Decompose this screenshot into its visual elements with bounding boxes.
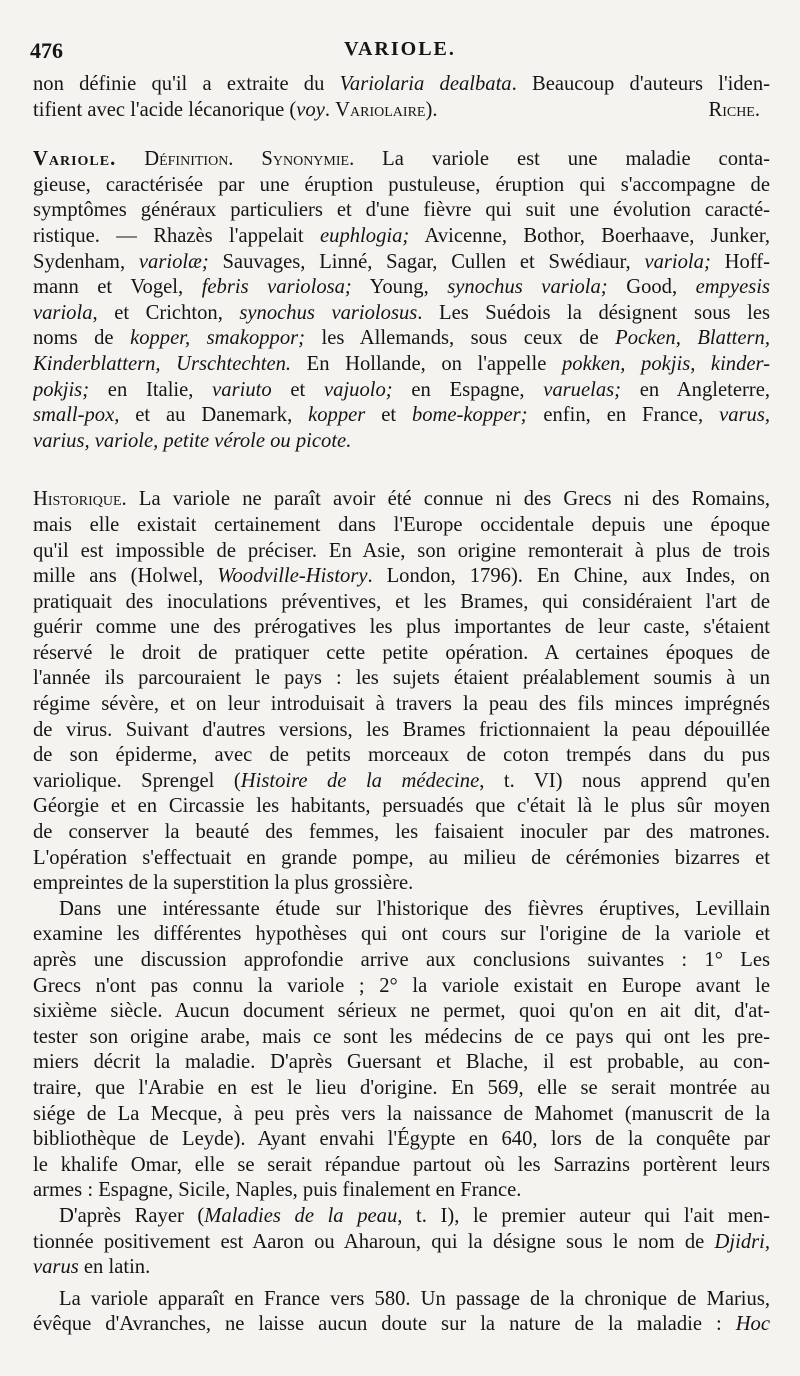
text-line: de conserver la beauté des femmes, les faisaient inoculer par des matrones.	[33, 821, 770, 844]
text-line: D'après Rayer (Maladies de la peau, t. I), le premier auteur qui l'ait men-	[59, 1204, 770, 1227]
previous-article-ending	[33, 72, 770, 123]
definition-section	[33, 147, 770, 454]
text-line: bibliothèque de Leyde). Ayant envahi l'Égypte en 640, lors de la conquête par	[33, 1128, 770, 1151]
author-signature: Riche.	[708, 98, 760, 121]
text-line: sixième siècle. Aucun document sérieux ne permet, quoi qu'on en ait dit, d'at-	[33, 1000, 770, 1023]
text-line: réservé le droit de pratiquer cette petite opération. A certaines époques de	[33, 641, 770, 664]
text-line: varus en latin.	[33, 1256, 151, 1279]
text-line: régime sévère, et on leur introduisait à travers la peau des fils minces imprégnés	[33, 693, 770, 716]
text-line: le khalife Omar, elle se serait répandue partout où les Sarrazins portèrent leurs	[33, 1153, 770, 1176]
text-line: mann et Vogel, febris variolosa; Young, synochus variola; Good, empyesis	[33, 276, 770, 299]
section-label-synonymy: Synonymie.	[261, 148, 355, 171]
text-line: variolique. Sprengel (Histoire de la médecine, t. VI) nous apprend qu'en	[33, 769, 770, 792]
text-line: ristique. — Rhazès l'appelait euphlogia; Avicenne, Bothor, Boerhaave, Junker,	[33, 224, 770, 247]
levillain-paragraph	[33, 897, 770, 1204]
text-line: tionnée positivement est Aaron ou Aharoun, qui la désigne sous le nom de Djidri,	[33, 1230, 770, 1253]
text-line: noms de kopper, smakoppor; les Allemands, sous ceux de Pocken, Blattern,	[33, 327, 770, 350]
text-line: traire, que l'Arabie en est le lieu d'origine. En 569, elle se serait montrée au	[33, 1076, 770, 1099]
text-line: qu'il est impossible de préciser. En Asie, son origine remonterait à plus de trois	[33, 539, 770, 562]
text-line: non définie qu'il a extraite du Variolaria dealbata. Beaucoup d'auteurs l'iden-	[33, 73, 770, 95]
text-line: Dans une intéressante étude sur l'historique des fièvres éruptives, Levillain	[59, 897, 770, 920]
text-line: gieuse, caractérisée par une éruption pustuleuse, éruption qui s'accompagne de	[33, 173, 770, 196]
text-line: évêque d'Avranches, ne laisse aucun doute sur la nature de la maladie : Hoc	[33, 1313, 770, 1336]
text-line: Kinderblattern, Urschtechten. En Hollande, on l'appelle pokken, pokjis, kinder-	[33, 352, 770, 375]
text-line: siége de La Mecque, à peu près vers la naissance de Mahomet (manuscrit de la	[33, 1102, 770, 1125]
text-line: après une discussion approfondie arrive aux conclusions suivantes : 1° Les	[33, 949, 770, 971]
text-line: empreintes de la superstition la plus grossière.	[33, 872, 414, 895]
text-line: La variole apparaît en France vers 580. Un passage de la chronique de Marius,	[59, 1287, 770, 1310]
page-number: 476	[30, 38, 63, 63]
text-line: variola, et Crichton, synochus variolosus. Les Suédois la désignent sous les	[33, 301, 770, 324]
text-line: mais elle existait certainement dans l'Europe occidentale depuis une époque	[33, 513, 770, 536]
text-line: small-pox, et au Danemark, kopper et bome-kopper; enfin, en France, varus,	[33, 404, 770, 427]
text-line: Historique. La variole ne paraît avoir été connue ni des Grecs ni des Romains,	[33, 488, 770, 511]
text-line: de son épiderme, avec de petits morceaux de coton trempés dans du pus	[33, 744, 770, 767]
text-line: pokjis; en Italie, variuto et vajuolo; en Espagne, varuelas; en Angleterre,	[33, 378, 770, 401]
text-line: armes : Espagne, Sicile, Naples, puis finalement en France.	[33, 1179, 522, 1202]
section-label-definition: Définition.	[144, 148, 234, 171]
text-line: Sydenham, variolæ; Sauvages, Linné, Sagar, Cullen et Swédiaur, variola; Hoff-	[33, 250, 770, 273]
text-line: tifient avec l'acide lécanorique (voy. Variolaire). Riche.	[33, 98, 770, 124]
text-line: mille ans (Holwel, Woodville-History. London, 1796). En Chine, aux Indes, on	[33, 565, 770, 588]
text-line: varius, variole, petite vérole ou picote.	[33, 429, 352, 452]
page-body	[33, 72, 770, 1338]
text-line: Variole. Définition. Synonymie. La variole est une maladie conta-	[33, 148, 770, 171]
text-line: de virus. Suivant d'autres versions, les Brames frictionnaient la peau dépouillée	[33, 718, 770, 741]
rayer-paragraph	[33, 1204, 770, 1281]
running-title: VARIOLE.	[344, 38, 456, 60]
text-line: guérir comme une des prérogatives les plus importantes de leur caste, s'étaient	[33, 616, 770, 639]
article-heading: Variole.	[33, 148, 117, 171]
text-line: symptômes généraux particuliers et d'une fièvre qui suit une évolution caracté-	[33, 199, 770, 222]
historique-section	[33, 487, 770, 897]
text-line: Grecs n'ont pas connu la variole ; 2° la variole existait en Europe avant le	[33, 974, 770, 997]
text-line: tester son origine arabe, mais ce sont les médecins de ce pays qui ont les pre-	[33, 1025, 770, 1048]
text-line: examine les différentes hypothèses qui ont cours sur l'origine de la variole et	[33, 923, 770, 946]
text-line: l'année ils parcouraient le pays : les sujets étaient préalablement soumis à un	[33, 667, 770, 690]
text-line: Géorgie et en Circassie les habitants, persuadés que c'était là le plus sûr moyen	[33, 795, 770, 818]
page-header	[30, 38, 770, 68]
text-line: L'opération s'effectuait en grande pompe, au milieu de cérémonies bizarres et	[33, 846, 770, 869]
marius-paragraph	[33, 1287, 770, 1338]
section-label-historique: Historique.	[33, 488, 127, 511]
text-line: miers décrit la maladie. D'après Guersant et Blache, il est probable, au con-	[33, 1051, 770, 1074]
text-line: pratiquait des inoculations préventives, et les Brames, qui considéraient l'art de	[33, 590, 770, 613]
